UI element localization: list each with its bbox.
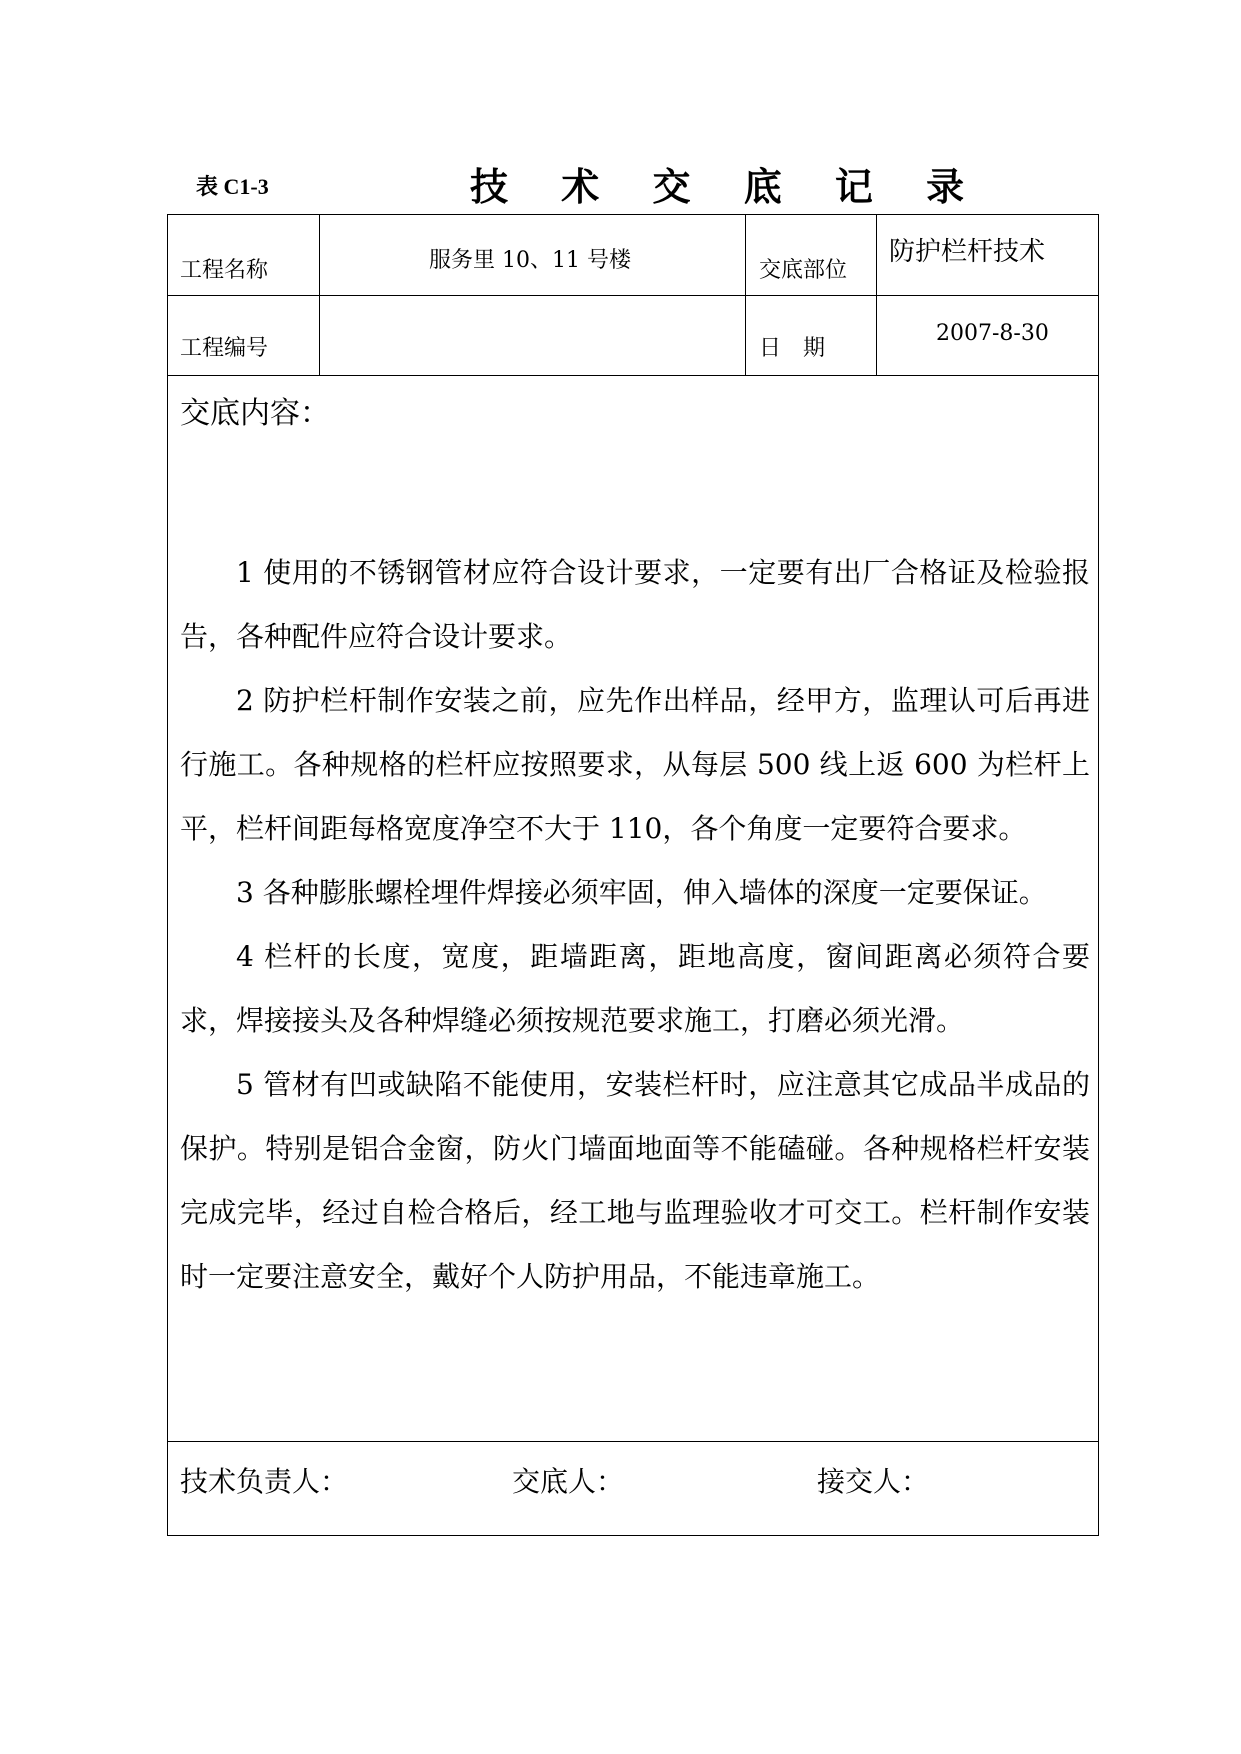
column-divider <box>876 215 877 375</box>
part-value: 防护栏杆技术 <box>889 237 1046 267</box>
part-label: 交底部位 <box>759 258 848 283</box>
content-paragraph: 4 栏杆的长度，宽度，距墙距离，距地高度，窗间距离必须符合要求，焊接接头及各种焊缝必须按规范要求施工，打磨必须光滑。 <box>180 940 1090 1037</box>
column-divider <box>319 215 320 375</box>
date-value: 2007-8-30 <box>936 321 1049 346</box>
project-name-value: 服务里 10、11 号楼 <box>429 248 631 273</box>
column-divider <box>745 215 746 375</box>
project-name-label: 工程名称 <box>180 258 269 283</box>
record-table <box>167 214 1099 1536</box>
form-code: 表 C1-3 <box>196 174 269 199</box>
row-divider <box>168 295 1098 296</box>
date-label: 日 期 <box>759 336 826 361</box>
row-divider <box>168 1441 1098 1442</box>
row-divider <box>168 375 1098 376</box>
content-heading: 交底内容： <box>180 396 330 431</box>
receiver-signature-label: 接交人： <box>817 1465 930 1498</box>
project-no-label: 工程编号 <box>180 336 269 361</box>
content-paragraph: 5 管材有凹或缺陷不能使用，安装栏杆时，应注意其它成品半成品的保护。特别是铝合金窗，防火门墙面地面等不能磕碰。各种规格栏杆安装完成完毕，经过自检合格后，经工地与监理验收才可交工。栏杆制作安装时一定要注意安全，戴好个人防护用品，不能违章施工。 <box>180 1068 1090 1293</box>
document-title: 技 术 交 底 记 录 <box>470 164 985 209</box>
content-body <box>180 541 1090 1309</box>
content-paragraph: 2 防护栏杆制作安装之前，应先作出样品，经甲方，监理认可后再进行施工。各种规格的栏杆应按照要求，从每层 500 线上返 600 为栏杆上平，栏杆间距每格宽度净空不大于 110，各个角度一定要符合要求。 <box>180 684 1090 845</box>
content-paragraph: 3 各种膨胀螺栓埋件焊接必须牢固，伸入墙体的深度一定要保证。 <box>236 876 1047 909</box>
content-paragraph: 1 使用的不锈钢管材应符合设计要求，一定要有出厂合格证及检验报告，各种配件应符合设计要求。 <box>180 556 1090 653</box>
tech-lead-signature-label: 技术负责人： <box>180 1465 349 1498</box>
presenter-signature-label: 交底人： <box>512 1465 625 1498</box>
